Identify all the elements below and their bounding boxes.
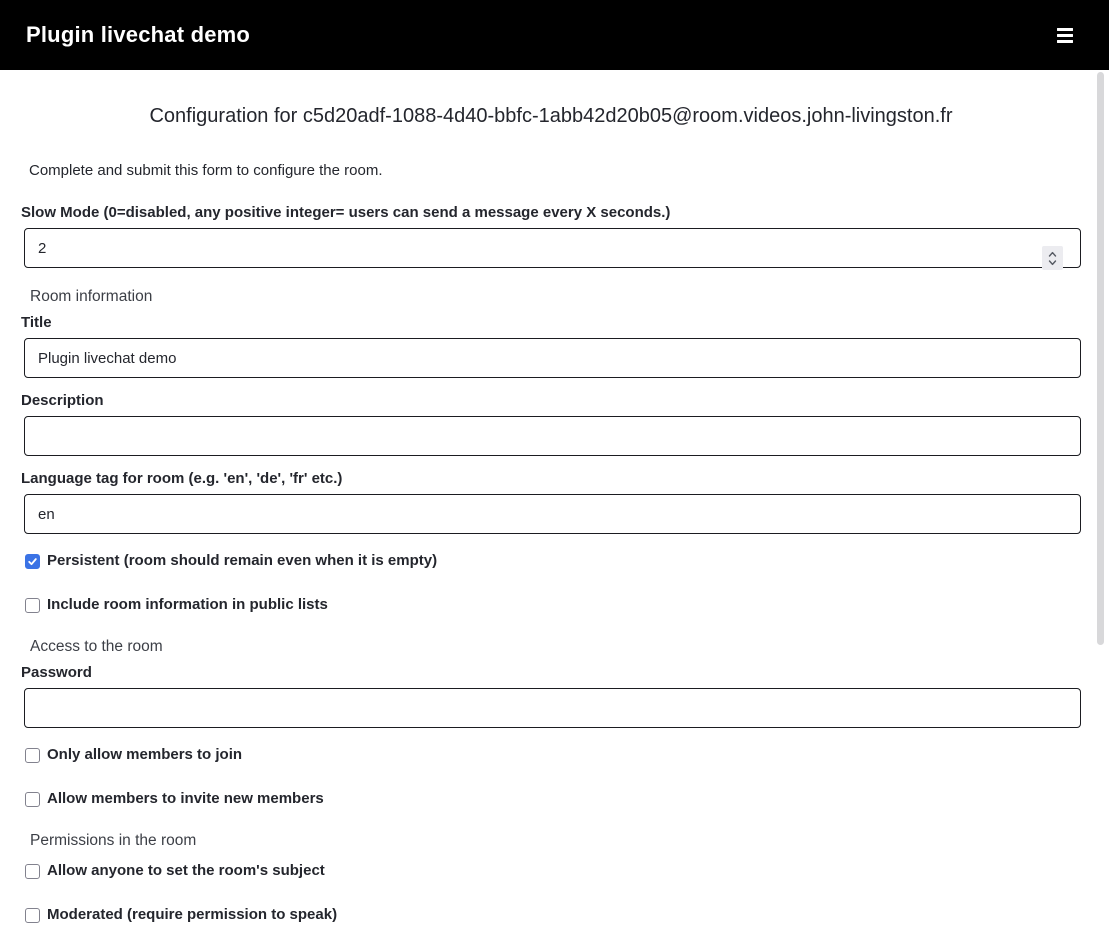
- password-input[interactable]: [24, 688, 1081, 728]
- description-input[interactable]: [24, 416, 1081, 456]
- password-label: Password: [21, 664, 92, 681]
- members-only-checkbox-row[interactable]: [25, 747, 1109, 763]
- language-label: Language tag for room (e.g. 'en', 'de', 'fr' etc.): [21, 470, 343, 487]
- language-input[interactable]: [24, 494, 1081, 534]
- members-only-label: Only allow members to join: [47, 746, 243, 763]
- configuration-form: [0, 105, 1109, 923]
- app-header: [0, 0, 1109, 70]
- slow-mode-input[interactable]: [24, 228, 1081, 268]
- members-invite-checkbox-row[interactable]: [25, 791, 1109, 807]
- change-subject-label: Allow anyone to set the room's subject: [47, 862, 325, 879]
- public-list-checkbox-row[interactable]: [25, 597, 1109, 613]
- number-stepper-icon[interactable]: [1042, 246, 1063, 270]
- members-invite-label: Allow members to invite new members: [47, 790, 324, 807]
- hamburger-menu-icon[interactable]: [1057, 28, 1073, 43]
- public-list-label: Include room information in public lists: [47, 596, 328, 613]
- title-label: Title: [21, 314, 52, 331]
- slow-mode-field: [21, 228, 1081, 268]
- persistent-checkbox-row[interactable]: [25, 553, 1109, 569]
- change-subject-checkbox-row[interactable]: [25, 863, 1109, 879]
- scrollbar-thumb[interactable]: [1097, 72, 1104, 645]
- slow-mode-label: Slow Mode (0=disabled, any positive integer= users can send a message every X seconds.): [21, 204, 671, 221]
- description-label: Description: [21, 392, 104, 409]
- title-input[interactable]: [24, 338, 1081, 378]
- section-room-information: Room information: [30, 288, 153, 305]
- persistent-label: Persistent (room should remain even when it is empty): [47, 552, 438, 569]
- moderated-checkbox-row[interactable]: [25, 907, 1109, 923]
- section-access: Access to the room: [30, 638, 163, 655]
- moderated-label: Moderated (require permission to speak): [47, 906, 338, 923]
- app-title: Plugin livechat demo: [26, 22, 251, 47]
- section-permissions: Permissions in the room: [30, 832, 197, 849]
- form-instructions: Complete and submit this form to configure the room.: [29, 162, 383, 179]
- page-title: Configuration for c5d20adf-1088-4d40-bbfc-1abb42d20b05@room.videos.john-livingston.fr: [149, 105, 953, 127]
